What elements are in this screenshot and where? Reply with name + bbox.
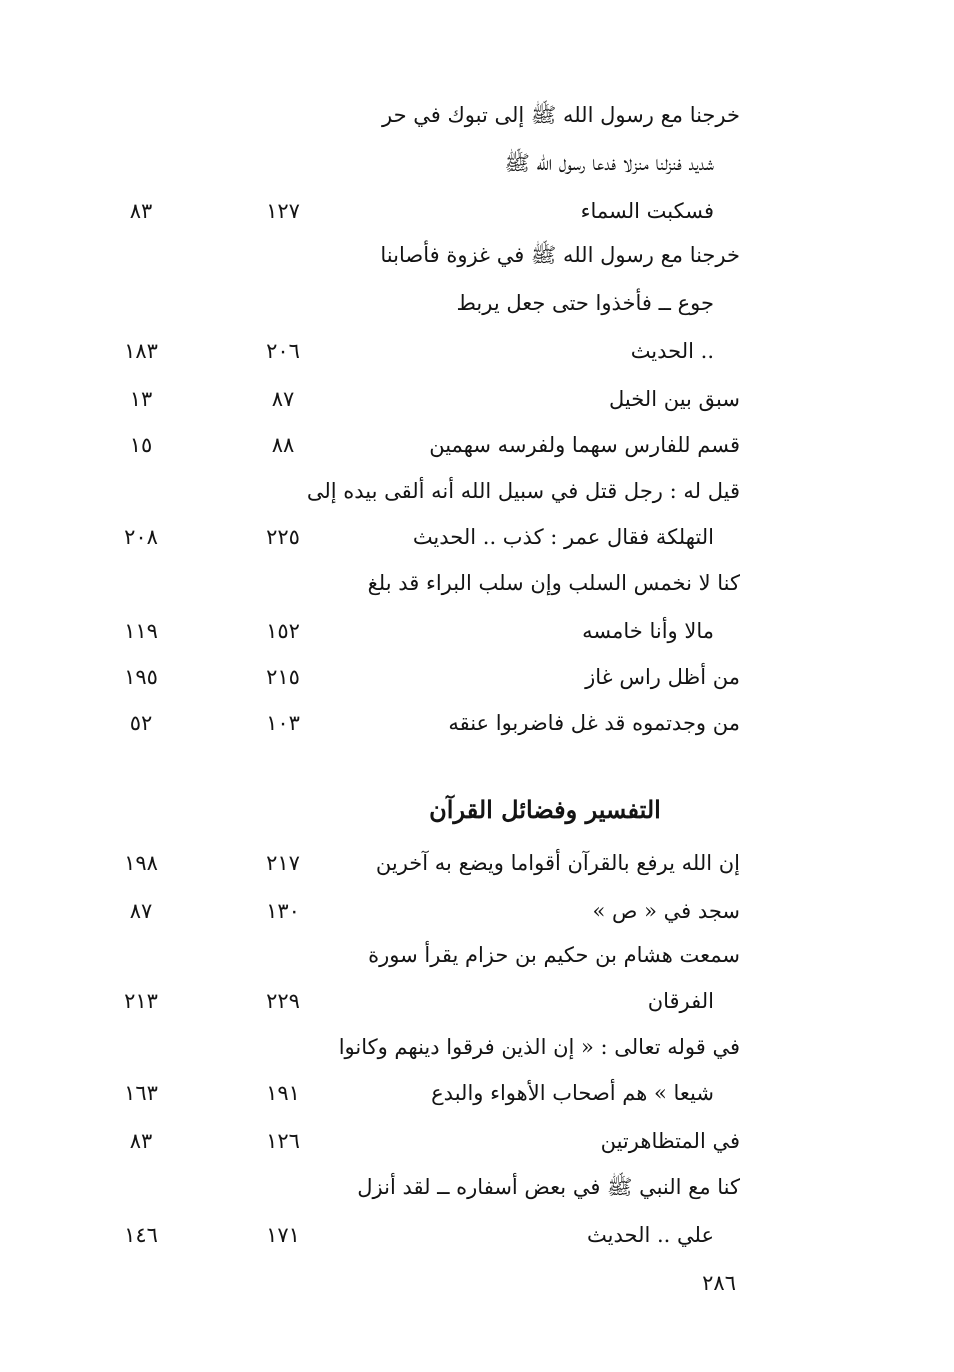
entry-number-secondary: ٢١٣ <box>124 989 158 1013</box>
entry-number-primary: ١٧١ <box>266 1223 300 1247</box>
entry-continuation-text: شديد فنزلنا منزلا فدعا رسول الله ﷺ <box>504 151 714 175</box>
entry-number-primary: ٨٨ <box>271 433 295 457</box>
entry-number-secondary: ٨٣ <box>129 199 153 223</box>
entry-text: من وجدتموه قد غل فاضربوا عنقه <box>448 711 740 735</box>
entry-text: في قوله تعالى : « إن الذين فرقوا دينهم وكانوا <box>338 1035 740 1059</box>
entry-continuation-text: التهلكة فقال عمر : كذب .. الحديث <box>412 525 714 549</box>
entry-text: خرجنا مع رسول الله ﷺ في غزوة فأصابنا <box>380 243 740 267</box>
entry-continuation-text: علي .. الحديث <box>587 1223 714 1247</box>
entry-number-primary: ١٣٠ <box>266 899 300 923</box>
entry-number-secondary: ١٣ <box>129 387 153 411</box>
entry-number-secondary: ١٦٣ <box>124 1081 158 1105</box>
entry-text: سبق بين الخيل <box>609 387 740 411</box>
entry-number-secondary: ٢٠٨ <box>124 525 158 549</box>
entry-text: إن الله يرفع بالقرآن أقواما ويضع به آخرين <box>375 851 740 875</box>
entry-number-primary: ٢٠٦ <box>266 339 300 363</box>
entry-text: سمعت هشام بن حكيم بن حزام يقرأ سورة <box>368 943 740 967</box>
entry-number-primary: ٢٢٥ <box>266 525 300 549</box>
entry-continuation-text: مالا وأنا خامسه <box>582 619 714 643</box>
entry-number-secondary: ١٤٦ <box>124 1223 158 1247</box>
page-number: ٢٨٦ <box>702 1271 736 1295</box>
entry-number-secondary: ١١٩ <box>124 619 158 643</box>
entry-continuation-text: فسكبت السماء <box>580 199 714 223</box>
entry-number-secondary: ١٥ <box>129 433 153 457</box>
entry-number-primary: ٢٢٩ <box>266 989 300 1013</box>
entry-number-primary: ١٠٣ <box>266 711 300 735</box>
entry-number-secondary: ٨٧ <box>129 899 153 923</box>
entry-number-secondary: ١٩٥ <box>124 665 158 689</box>
entry-continuation-text: .. الحديث <box>630 339 714 363</box>
entry-text: سجد في « ص » <box>592 899 740 923</box>
entry-text: كنا لا نخمس السلب وإن سلب البراء قد بلغ <box>367 571 740 595</box>
entry-number-primary: ١٩١ <box>266 1081 300 1105</box>
section-heading: التفسير وفضائل القرآن <box>429 795 661 824</box>
entry-text: كنا مع النبي ﷺ في بعض أسفاره ــ لقد أنزل <box>357 1175 740 1199</box>
entry-number-primary: ١٥٢ <box>266 619 300 643</box>
entry-continuation-text: شيعا » هم أصحاب الأهواء والبدع <box>431 1081 714 1105</box>
entry-number-primary: ١٢٦ <box>266 1129 300 1153</box>
entry-number-secondary: ١٨٣ <box>124 339 158 363</box>
entry-number-primary: ٨٧ <box>271 387 295 411</box>
entry-number-primary: ١٢٧ <box>266 199 300 223</box>
entry-number-secondary: ٨٣ <box>129 1129 153 1153</box>
entry-continuation-text: الفرقان <box>647 989 714 1013</box>
entry-continuation-text: جوع ــ فأخذوا حتى جعل يربط <box>456 291 714 315</box>
entry-number-secondary: ٥٢ <box>129 711 153 735</box>
entry-number-secondary: ١٩٨ <box>124 851 158 875</box>
entry-number-primary: ٢١٥ <box>266 665 300 689</box>
entry-number-primary: ٢١٧ <box>266 851 300 875</box>
entry-text: قيل له : رجل قتل في سبيل الله أنه ألقى بيده إلى <box>306 479 740 503</box>
entry-text: في المتظاهرتين <box>600 1129 740 1153</box>
entry-text: من أظل راس غاز <box>585 665 740 689</box>
entry-text: قسم للفارس سهما ولفرسه سهمين <box>429 433 740 457</box>
entry-text: خرجنا مع رسول الله ﷺ إلى تبوك في حر <box>382 103 740 127</box>
